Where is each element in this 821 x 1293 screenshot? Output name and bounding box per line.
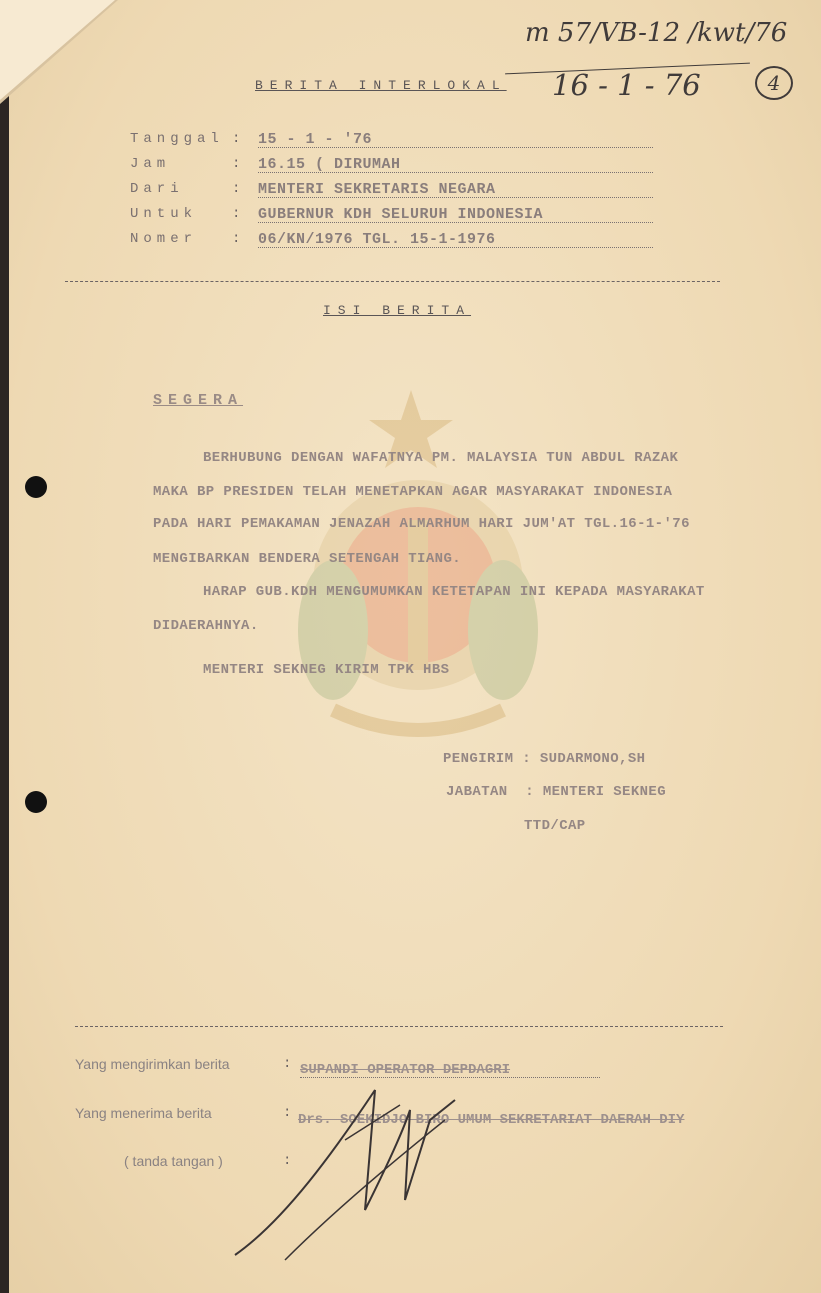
field-label-tanggal: Tanggal — [130, 131, 224, 147]
handwritten-signature — [225, 1080, 465, 1270]
dotted-line — [258, 196, 653, 198]
header-divider — [65, 281, 720, 282]
punch-hole-top — [25, 476, 47, 498]
document-title: BERITA INTERLOKAL — [255, 78, 507, 93]
dotted-line — [300, 1076, 600, 1078]
field-colon: : — [232, 206, 241, 222]
urgency-label: SEGERA — [153, 392, 244, 409]
field-colon: : — [232, 131, 241, 147]
body-line: MENGIBARKAN BENDERA SETENGAH TIANG. — [153, 551, 462, 567]
field-value-dari: MENTERI SEKRETARIS NEGARA — [258, 181, 496, 198]
garuda-emblem-watermark — [293, 390, 573, 750]
dotted-line — [258, 146, 653, 148]
body-line: HARAP GUB.KDH MENGUMUMKAN KETETAPAN INI KEPADA MASYARAKAT — [203, 584, 705, 600]
body-line: PADA HARI PEMAKAMAN JENAZAH ALMARHUM HARI JUM'AT TGL.16-1-'76 — [153, 516, 690, 532]
section-title: ISI BERITA — [323, 303, 472, 318]
field-label-untuk: Untuk — [130, 206, 198, 222]
field-value-tanggal: 15 - 1 - '76 — [258, 131, 373, 148]
sender-pengirim: PENGIRIM : SUDARMONO,SH — [443, 751, 646, 767]
footer-colon: : — [283, 1105, 292, 1121]
footer-colon: : — [283, 1153, 292, 1169]
received-by-label: Yang menerima berita — [75, 1105, 212, 1121]
received-by-value: Drs. SOEKIDJO BIRO UMUM SEKRETARIAT DAERAH DIY — [298, 1112, 685, 1128]
sent-by-value: SUPANDI OPERATOR DEPDAGRI — [300, 1062, 511, 1078]
signature-label: ( tanda tangan ) — [124, 1153, 223, 1169]
field-value-jam: 16.15 ( DIRUMAH — [258, 156, 401, 173]
handwritten-circle — [755, 66, 793, 100]
scan-edge — [0, 70, 9, 1293]
sender-ttd: TTD/CAP — [524, 818, 586, 834]
sent-by-label: Yang mengirimkan berita — [75, 1056, 230, 1072]
field-label-nomer: Nomer — [130, 231, 198, 247]
dotted-line — [258, 246, 653, 248]
dotted-line — [258, 171, 653, 173]
body-line: BERHUBUNG DENGAN WAFATNYA PM. MALAYSIA TUN ABDUL RAZAK — [203, 450, 679, 466]
field-colon: : — [232, 181, 241, 197]
field-label-jam: Jam — [130, 156, 171, 172]
footer-colon: : — [283, 1056, 292, 1072]
body-line: DIDAERAHNYA. — [153, 618, 259, 634]
handwritten-circle-number: 4 — [767, 71, 781, 95]
handwritten-reference: m 57/VB-12 /kwt/76 — [525, 18, 788, 48]
footer-divider — [75, 1026, 723, 1027]
dotted-line — [258, 221, 653, 223]
field-value-nomer: 06/KN/1976 TGL. 15-1-1976 — [258, 231, 496, 248]
body-line: MAKA BP PRESIDEN TELAH MENETAPKAN AGAR MASYARAKAT INDONESIA — [153, 484, 673, 500]
sender-jabatan: JABATAN : MENTERI SEKNEG — [446, 784, 667, 800]
field-colon: : — [232, 231, 241, 247]
punch-hole-bottom — [25, 791, 47, 813]
handwritten-date: 16 - 1 - 76 — [552, 68, 701, 102]
field-value-untuk: GUBERNUR KDH SELURUH INDONESIA — [258, 206, 544, 223]
body-line: MENTERI SEKNEG KIRIM TPK HBS — [203, 662, 450, 678]
field-label-dari: Dari — [130, 181, 184, 197]
field-colon: : — [232, 156, 241, 172]
